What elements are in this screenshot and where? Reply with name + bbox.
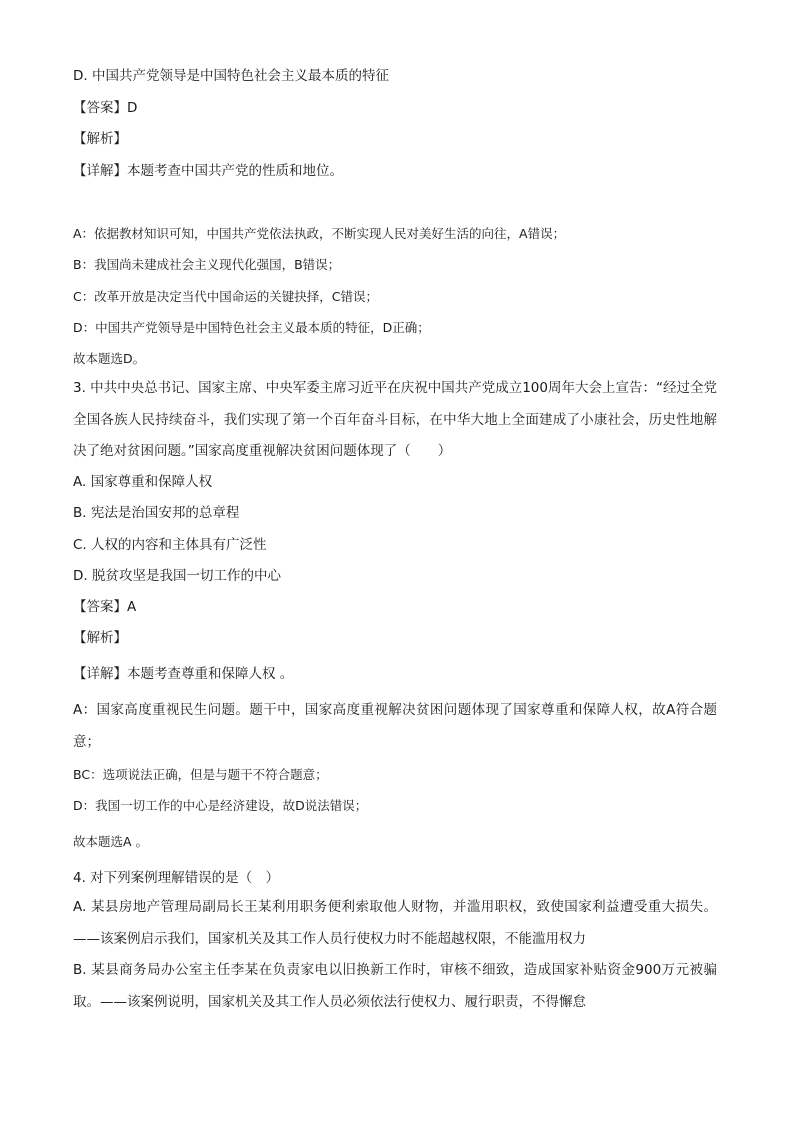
q2-analysis: 【解析】 — [73, 131, 127, 147]
q3-option-b: B. 宪法是治国安邦的总章程 — [73, 505, 240, 521]
q3-answer: 【答案】A — [73, 599, 137, 615]
q2-b: B：我国尚未建成社会主义现代化强国，B错误； — [73, 257, 341, 272]
q4-option-b: B. 某县商务局办公室主任李某在负责家电以旧换新工作时，审核不细致，造成国家补贴资金900万元被骗取。——该案例说明，国家机关及其工作人员必须依法行使权力、履行职责，不得懈怠 — [73, 962, 717, 1010]
q2-conclusion: 故本题选D。 — [73, 351, 146, 366]
q3-option-c: C. 人权的内容和主体具有广泛性 — [73, 537, 267, 553]
q3-option-a: A. 国家尊重和保障人权 — [73, 474, 213, 490]
q3-a: A：国家高度重视民生问题。题干中，国家高度重视解决贫困问题体现了国家尊重和保障人权，故A符合题意； — [73, 702, 717, 750]
q4-option-a: A. 某县房地产管理局副局长王某利用职务便利索取他人财物，并滥用职权，致使国家利益遭受重大损失。——该案例启示我们，国家机关及其工作人员行使权力时不能超越权限，不能滥用权力 — [73, 899, 717, 947]
q2-a: A：依据教材知识可知，中国共产党依法执政，不断实现人民对美好生活的向往，A错误； — [73, 226, 566, 241]
q2-answer: 【答案】D — [73, 100, 138, 116]
q2-c: C：改革开放是决定当代中国命运的关键抉择，C错误； — [73, 289, 378, 304]
q2-d: D：中国共产党领导是中国特色社会主义最本质的特征，D正确； — [73, 320, 430, 335]
q3-analysis: 【解析】 — [73, 630, 127, 646]
q3-option-d: D. 脱贫攻坚是我国一切工作的中心 — [73, 568, 281, 584]
q2-option-d: D. 中国共产党领导是中国特色社会主义最本质的特征 — [73, 68, 389, 84]
q4-stem: 4. 对下列案例理解错误的是（ ） — [73, 870, 280, 886]
q3-detail: 【详解】本题考查尊重和保障人权 。 — [73, 666, 294, 682]
q3-d: D：我国一切工作的中心是经济建设，故D说法错误； — [73, 798, 368, 813]
q3-stem: 3. 中共中央总书记、国家主席、中央军委主席习近平在庆祝中国共产党成立100周年大会上宣告：“经过全党全国各族人民持续奋斗，我们实现了第一个百年奋斗目标，在中华大地上全面建成了小康社会，历史性地解决了绝对贫困问题。”国家高度重视解决贫困问题体现了（ ） — [73, 380, 717, 459]
q2-detail: 【详解】本题考查中国共产党的性质和地位。 — [73, 163, 343, 179]
q3-conclusion: 故本题选A 。 — [73, 834, 149, 849]
q3-bc: BC：选项说法正确，但是与题干不符合题意； — [73, 767, 328, 782]
